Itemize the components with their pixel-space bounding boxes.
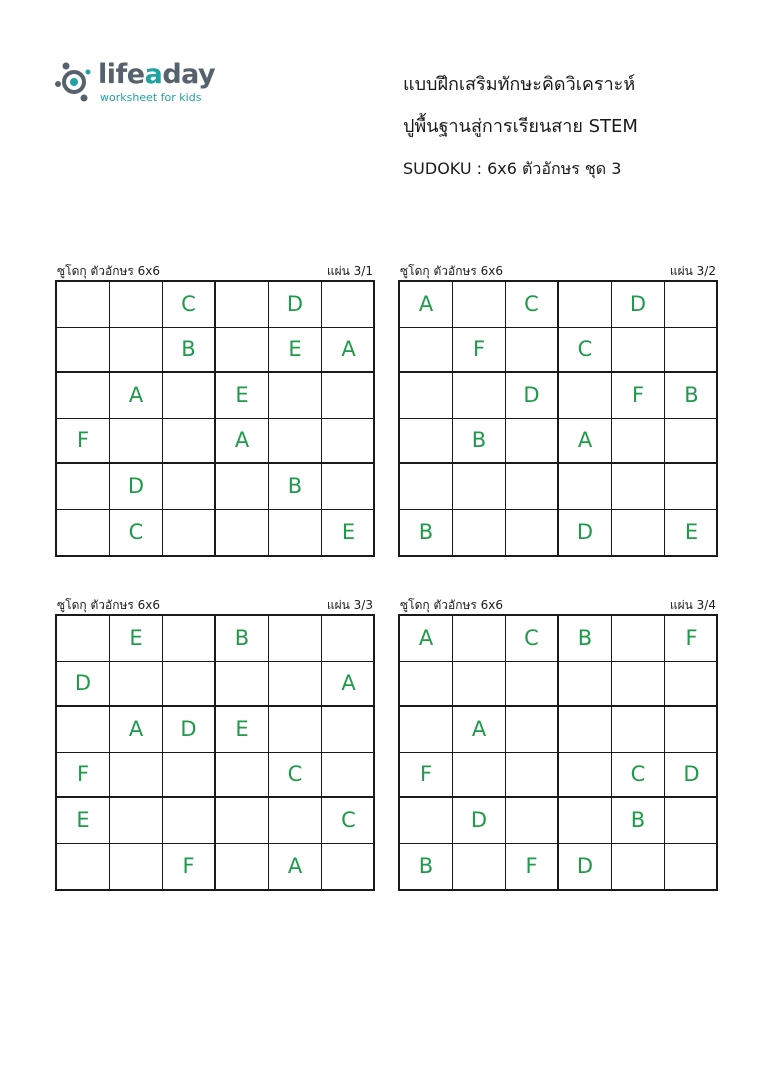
sudoku-cell xyxy=(665,419,718,465)
sudoku-cell xyxy=(612,844,665,890)
sudoku-cell: B xyxy=(612,798,665,844)
sudoku-cell: C xyxy=(612,753,665,799)
sudoku-cell: C xyxy=(506,282,559,328)
sudoku-cell xyxy=(57,464,110,510)
sudoku-puzzle-1 xyxy=(55,263,375,557)
sudoku-cell: F xyxy=(57,419,110,465)
sudoku-cell: D xyxy=(612,282,665,328)
sudoku-cell xyxy=(163,373,216,419)
puzzle-sheet-number: แผ่น 3/1 xyxy=(326,264,373,278)
sudoku-cell: B xyxy=(216,616,269,662)
sudoku-cell xyxy=(269,662,322,708)
sudoku-cell xyxy=(110,419,163,465)
sudoku-cell xyxy=(453,510,506,556)
sudoku-cell: D xyxy=(163,707,216,753)
sudoku-cell xyxy=(665,464,718,510)
sudoku-cell xyxy=(216,753,269,799)
sudoku-cell: B xyxy=(400,510,453,556)
sudoku-cell xyxy=(269,616,322,662)
sudoku-cell: C xyxy=(322,798,375,844)
sudoku-cell xyxy=(665,328,718,374)
sudoku-cell: F xyxy=(612,373,665,419)
puzzle-title: ซูโดกุ ตัวอักษร 6x6 xyxy=(57,598,161,612)
sudoku-cell xyxy=(559,373,612,419)
sudoku-cell xyxy=(163,510,216,556)
sudoku-grid xyxy=(398,614,718,891)
sudoku-cell xyxy=(269,419,322,465)
logo-word-life: life xyxy=(98,59,145,90)
puzzle-sheet-number: แผ่น 3/2 xyxy=(669,264,716,278)
sudoku-cell xyxy=(57,844,110,890)
sudoku-cell xyxy=(216,510,269,556)
puzzle-caption xyxy=(55,597,375,614)
title-line-1: แบบฝึกเสริมทักษะคิดวิเคราะห์ xyxy=(403,74,636,95)
sudoku-grid xyxy=(55,614,375,891)
sudoku-cell: A xyxy=(400,282,453,328)
sudoku-cell xyxy=(57,707,110,753)
sudoku-cell: B xyxy=(453,419,506,465)
sudoku-cell xyxy=(400,798,453,844)
sudoku-cell: B xyxy=(665,373,718,419)
sudoku-grid xyxy=(55,280,375,557)
sudoku-cell: E xyxy=(110,616,163,662)
sudoku-cell xyxy=(400,373,453,419)
sudoku-cell xyxy=(216,798,269,844)
sudoku-cell xyxy=(163,798,216,844)
sudoku-cell xyxy=(57,616,110,662)
sudoku-cell xyxy=(612,662,665,708)
sudoku-cell: F xyxy=(163,844,216,890)
sudoku-cell xyxy=(506,707,559,753)
sudoku-cell: B xyxy=(400,844,453,890)
sudoku-cell xyxy=(322,616,375,662)
sudoku-puzzle-3 xyxy=(55,597,375,891)
title-line-3: SUDOKU : 6x6 ตัวอักษร ชุด 3 xyxy=(403,159,622,178)
sudoku-cell: B xyxy=(269,464,322,510)
sudoku-cell: A xyxy=(110,373,163,419)
sudoku-cell xyxy=(110,282,163,328)
sudoku-cell xyxy=(506,798,559,844)
sudoku-cell xyxy=(110,662,163,708)
sudoku-grid xyxy=(398,280,718,557)
sudoku-cell xyxy=(216,282,269,328)
sudoku-cell: A xyxy=(216,419,269,465)
sudoku-cell xyxy=(57,282,110,328)
sudoku-cell: A xyxy=(400,616,453,662)
sudoku-cell: B xyxy=(559,616,612,662)
logo-word-a: a xyxy=(144,59,163,90)
sudoku-cell xyxy=(216,662,269,708)
puzzle-sheet-number: แผ่น 3/3 xyxy=(326,598,373,612)
sudoku-cell xyxy=(559,798,612,844)
puzzle-caption xyxy=(398,597,718,614)
logo-wordmark xyxy=(98,60,215,90)
sudoku-cell xyxy=(110,844,163,890)
sudoku-cell xyxy=(269,510,322,556)
sudoku-cell xyxy=(163,464,216,510)
sudoku-cell: D xyxy=(559,844,612,890)
sudoku-cell xyxy=(110,328,163,374)
sudoku-cell xyxy=(559,753,612,799)
sudoku-cell xyxy=(559,464,612,510)
sudoku-cell: A xyxy=(322,328,375,374)
sudoku-cell: E xyxy=(57,798,110,844)
sudoku-cell xyxy=(163,662,216,708)
sudoku-cell: D xyxy=(57,662,110,708)
sudoku-cell xyxy=(665,798,718,844)
sudoku-puzzle-4 xyxy=(398,597,718,891)
sudoku-cell xyxy=(216,464,269,510)
sudoku-cell: F xyxy=(57,753,110,799)
sudoku-cell xyxy=(506,662,559,708)
sudoku-cell xyxy=(163,419,216,465)
sudoku-cell xyxy=(506,753,559,799)
sudoku-cell xyxy=(453,282,506,328)
sudoku-cell xyxy=(322,373,375,419)
sudoku-cell xyxy=(506,464,559,510)
sudoku-cell: C xyxy=(506,616,559,662)
sudoku-cell: F xyxy=(400,753,453,799)
sudoku-cell: A xyxy=(269,844,322,890)
sudoku-cell xyxy=(559,282,612,328)
sudoku-cell: D xyxy=(269,282,322,328)
sudoku-cell xyxy=(216,844,269,890)
sudoku-cell: A xyxy=(559,419,612,465)
sudoku-cell xyxy=(163,616,216,662)
sudoku-cell: F xyxy=(665,616,718,662)
sudoku-cell xyxy=(110,798,163,844)
sudoku-cell xyxy=(612,419,665,465)
sudoku-cell xyxy=(453,616,506,662)
sudoku-cell xyxy=(57,510,110,556)
sudoku-cell: D xyxy=(110,464,163,510)
puzzle-title: ซูโดกุ ตัวอักษร 6x6 xyxy=(400,264,504,278)
sudoku-cell xyxy=(400,464,453,510)
sudoku-cell xyxy=(559,662,612,708)
sudoku-cell xyxy=(665,844,718,890)
logo-tagline: worksheet for kids xyxy=(100,91,202,104)
sudoku-cell xyxy=(269,798,322,844)
sudoku-cell: D xyxy=(506,373,559,419)
sudoku-cell: C xyxy=(110,510,163,556)
sudoku-cell: B xyxy=(163,328,216,374)
sudoku-cell xyxy=(453,844,506,890)
sudoku-cell: E xyxy=(341,520,356,545)
sudoku-cell xyxy=(559,707,612,753)
sudoku-cell: F xyxy=(453,328,506,374)
sudoku-cell xyxy=(453,662,506,708)
sudoku-puzzle-2 xyxy=(398,263,718,557)
sudoku-cell xyxy=(665,707,718,753)
sudoku-cell xyxy=(612,464,665,510)
logo-word-day: day xyxy=(162,59,216,90)
worksheet-titles xyxy=(403,68,638,194)
sudoku-cell xyxy=(322,419,375,465)
sudoku-cell xyxy=(612,707,665,753)
sudoku-cell xyxy=(322,707,375,753)
sudoku-cell xyxy=(322,464,375,510)
sudoku-cell: D xyxy=(453,798,506,844)
sudoku-cell xyxy=(665,662,718,708)
sudoku-cell: F xyxy=(506,844,559,890)
sudoku-cell xyxy=(612,510,665,556)
sudoku-cell: A xyxy=(110,707,163,753)
lifeaday-logo xyxy=(54,58,224,106)
sudoku-cell xyxy=(57,373,110,419)
molecule-logo-icon xyxy=(54,60,96,102)
sudoku-cell xyxy=(506,510,559,556)
sudoku-cell xyxy=(612,616,665,662)
title-line-2: ปูพื้นฐานสู่การเรียนสาย STEM xyxy=(403,116,638,137)
puzzle-title: ซูโดกุ ตัวอักษร 6x6 xyxy=(400,598,504,612)
sudoku-cell: E xyxy=(269,328,322,374)
sudoku-cell xyxy=(110,753,163,799)
sudoku-cell xyxy=(57,328,110,374)
sudoku-cell xyxy=(163,753,216,799)
sudoku-cell: A xyxy=(322,662,375,708)
sudoku-cell: E xyxy=(684,520,699,545)
sudoku-cell: E xyxy=(216,373,269,419)
sudoku-cell xyxy=(400,419,453,465)
sudoku-cell xyxy=(269,373,322,419)
sudoku-cell xyxy=(665,282,718,328)
puzzle-sheet-number: แผ่น 3/4 xyxy=(669,598,716,612)
sudoku-cell: D xyxy=(665,753,718,799)
sudoku-cell xyxy=(453,373,506,419)
sudoku-cell xyxy=(322,753,375,799)
sudoku-cell: E xyxy=(216,707,269,753)
sudoku-cell: A xyxy=(453,707,506,753)
sudoku-cell xyxy=(216,328,269,374)
sudoku-cell xyxy=(453,753,506,799)
sudoku-cell xyxy=(400,662,453,708)
sudoku-cell: C xyxy=(269,753,322,799)
sudoku-cell xyxy=(322,844,375,890)
puzzle-caption xyxy=(55,263,375,280)
sudoku-cell xyxy=(506,328,559,374)
sudoku-cell xyxy=(400,707,453,753)
sudoku-cell xyxy=(453,464,506,510)
sudoku-cell xyxy=(506,419,559,465)
sudoku-cell xyxy=(612,328,665,374)
sudoku-cell: D xyxy=(559,510,612,556)
sudoku-cell xyxy=(322,282,375,328)
sudoku-cell xyxy=(269,707,322,753)
sudoku-cell xyxy=(400,328,453,374)
puzzle-caption xyxy=(398,263,718,280)
sudoku-cell: C xyxy=(163,282,216,328)
puzzle-title: ซูโดกุ ตัวอักษร 6x6 xyxy=(57,264,161,278)
sudoku-cell: C xyxy=(559,328,612,374)
